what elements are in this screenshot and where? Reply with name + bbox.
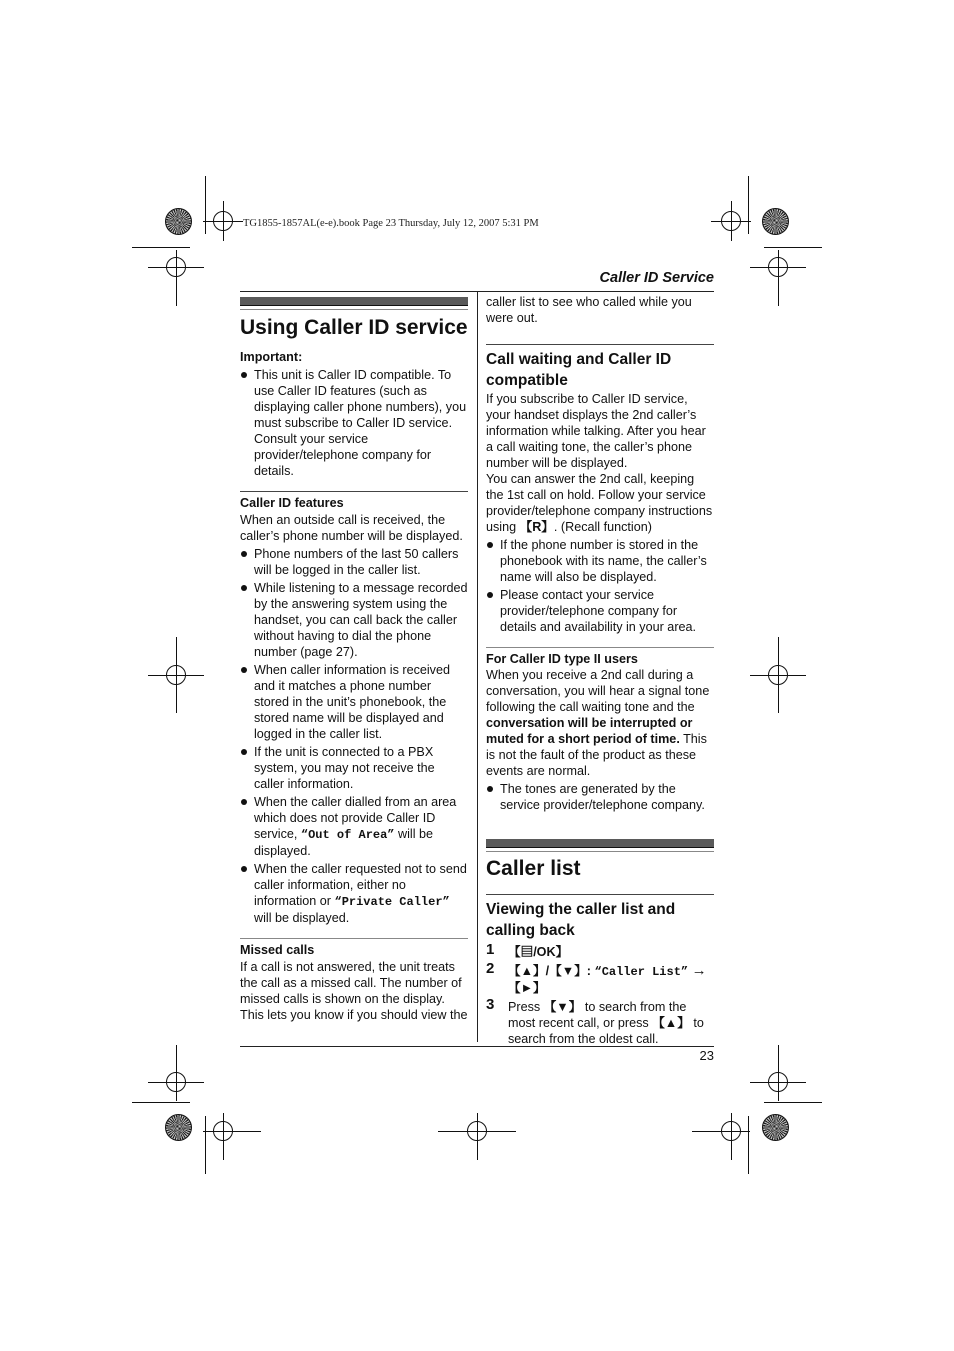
list-item: While listening to a message recorded by the answering system using the handset, you can call back the caller without having to dial the phone number (page 27). bbox=[240, 580, 468, 660]
running-head: Caller ID Service bbox=[599, 270, 714, 286]
list-item: Please contact your service provider/telephone company for details and availability in your area. bbox=[486, 587, 714, 635]
left-column bbox=[240, 297, 468, 1023]
page-number: 23 bbox=[699, 1048, 714, 1063]
display-text-out-of-area: “Out of Area” bbox=[300, 828, 395, 842]
important-label: Important: bbox=[240, 350, 303, 364]
section-title: Using Caller ID service bbox=[240, 316, 468, 339]
type-ii-paragraph: When you receive a 2nd call during a conversation, you will hear a signal tone following the call waiting tone and the conversation will be interrupted or muted for a short period of time. This is not the fault of the product as these events are normal. bbox=[486, 668, 710, 778]
features-intro: When an outside call is received, the caller’s phone number will be displayed. bbox=[240, 513, 463, 543]
missed-calls-text: If a call is not answered, the unit treats the call as a missed call. The number of missed calls is shown on the display. This lets you know if you should view the bbox=[240, 960, 468, 1022]
up-key-icon: 【▲】 bbox=[652, 1016, 690, 1030]
registration-sun-icon bbox=[165, 208, 192, 235]
list-item: This unit is Caller ID compatible. To use Caller ID features (such as displaying caller phone numbers), you must subscribe to Caller ID service. Consult your service provider/telephone company for details. bbox=[240, 367, 468, 479]
recall-key-icon: 【R】 bbox=[519, 520, 554, 534]
right-key-icon: 【►】 bbox=[508, 981, 546, 995]
call-waiting-list bbox=[486, 537, 714, 635]
section-bar bbox=[486, 839, 714, 848]
display-text-private-caller: “Private Caller” bbox=[334, 895, 450, 909]
list-item: If the unit is connected to a PBX system, you may not receive the caller information. bbox=[240, 744, 468, 792]
column-divider bbox=[477, 292, 478, 1042]
section-title-caller-list: Caller list bbox=[486, 857, 581, 880]
display-text-caller-list: “Caller List” bbox=[594, 965, 689, 979]
step-item: 1 【▤/OK】 bbox=[486, 941, 569, 959]
type-ii-list bbox=[486, 781, 714, 813]
list-item: When the caller dialled from an area which does not provide Caller ID service, “Out of Area” will be displayed. bbox=[240, 794, 468, 859]
book-file-line: TG1855-1857AL(e-e).book Page 23 Thursday, July 12, 2007 5:31 PM bbox=[243, 218, 539, 229]
step-item: 3 Press 【▼】 to search from the most recent call, or press 【▲】 to search from the oldest call. bbox=[486, 996, 704, 1046]
registration-sun-icon bbox=[762, 208, 789, 235]
navigator-keys-icon: 【▲】/【▼】: bbox=[508, 964, 595, 978]
subheading-missed-calls: Missed calls bbox=[240, 943, 315, 957]
registration-sun-icon bbox=[762, 1114, 789, 1141]
footer-rule bbox=[240, 1046, 714, 1047]
registration-sun-icon bbox=[165, 1114, 192, 1141]
call-waiting-paragraph: If you subscribe to Caller ID service, your handset displays the 2nd caller’s information while talking. After you hear a call waiting tone, the caller’s phone number will be displayed. bbox=[486, 392, 706, 470]
continued-text: caller list to see who called while you were out. bbox=[486, 295, 692, 325]
subheading-viewing: Viewing the caller list and calling back bbox=[486, 901, 676, 939]
list-item: When caller information is received and it matches a phone number stored in the unit’s phonebook, the stored name will be displayed and logged in the caller list. bbox=[240, 662, 468, 742]
subheading-type-ii: For Caller ID type II users bbox=[486, 652, 638, 666]
right-column bbox=[486, 294, 714, 1050]
list-item: Phone numbers of the last 50 callers will be logged in the caller list. bbox=[240, 546, 468, 578]
step-item: 2 【▲】/【▼】: “Caller List” → 【►】 bbox=[486, 960, 707, 995]
steps-list bbox=[486, 941, 714, 1047]
list-item: If the phone number is stored in the phonebook with its name, the caller’s name will also be displayed. bbox=[486, 537, 714, 585]
important-list bbox=[240, 367, 468, 479]
down-key-icon: 【▼】 bbox=[543, 1000, 582, 1014]
call-waiting-paragraph: You can answer the 2nd call, keeping the 1st call on hold. Follow your service provider/telephone company instructions using 【R】. (Recall function) bbox=[486, 472, 713, 534]
subheading-caller-id-features: Caller ID features bbox=[240, 496, 344, 510]
arrow-right-icon: → bbox=[691, 962, 707, 979]
menu-ok-key-icon: 【▤/OK】 bbox=[508, 945, 569, 959]
features-list bbox=[240, 546, 468, 926]
list-item: When the caller requested not to send caller information, either no information or “Private Caller” will be displayed. bbox=[240, 861, 468, 926]
section-bar bbox=[240, 297, 468, 306]
list-item: The tones are generated by the service provider/telephone company. bbox=[486, 781, 714, 813]
subheading-call-waiting: Call waiting and Caller ID compatible bbox=[486, 351, 672, 389]
